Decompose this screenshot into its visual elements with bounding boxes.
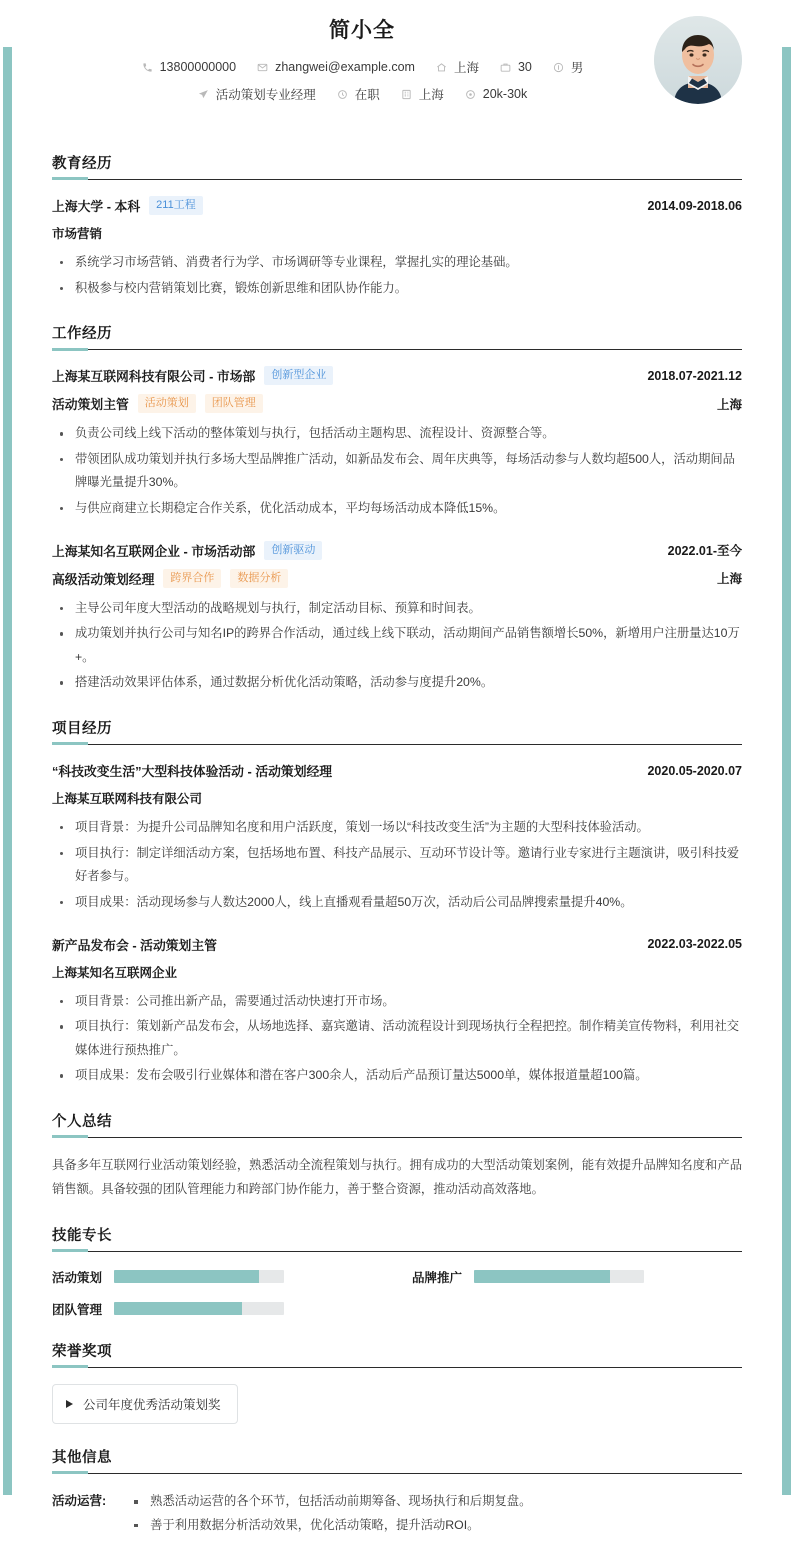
section-title-summary: 个人总结 [52,1113,112,1130]
list-item: 积极参与校内营销策划比赛，锻炼创新思维和团队协作能力。 [56,277,742,301]
project-title: 新产品发布会 - 活动策划主管 [52,937,217,953]
section-title-skills: 技能专长 [52,1227,112,1244]
award-card[interactable] [52,1384,238,1424]
phone-icon [141,61,154,74]
work-bullets [56,422,742,520]
job-status [336,85,380,103]
section-education [52,152,742,300]
work-role-left [52,569,288,588]
section-header-other [52,1446,742,1474]
salary-expectation [464,87,527,101]
list-item: 项目执行：策划新产品发布会，从场地选择、嘉宾邀请、活动流程设计到现场执行全程把控。制作精美宣传物料，利用社交媒体进行预热推广。 [56,1015,742,1062]
job-location [400,85,444,103]
section-title-awards: 荣誉奖项 [52,1343,112,1360]
skill-progress-track [114,1302,284,1315]
work-bullets [56,597,742,695]
building-icon [400,88,413,101]
work-entry-left [52,541,322,560]
work-role-line [52,394,742,413]
work-role-tag: 团队管理 [205,394,263,413]
triangle-marker-icon [66,1400,73,1408]
contact-city-text: 上海 [453,61,479,75]
section-header-project [52,717,742,745]
section-skills [52,1224,742,1318]
section-title-education: 教育经历 [52,156,112,172]
list-item: 主导公司年度大型活动的战略规划与执行，制定活动目标、预算和时间表。 [56,597,742,621]
education-school: 上海大学 - 本科 [52,199,141,214]
bottom-spacer [52,1538,742,1556]
contact-email-text: zhangwei@example.com [275,60,415,74]
section-project [52,717,742,1088]
award-label: 公司年度优秀活动策划奖 [83,1397,221,1412]
work-role-left [52,394,263,413]
contact-age-text: 30 [517,60,532,74]
other-info-label: 活动运营: [52,1493,107,1508]
job-status-text: 在职 [354,88,380,102]
work-company-tag: 创新驱动 [264,541,322,560]
section-header-skills [52,1224,742,1252]
project-entry [52,761,742,914]
skills-grid [52,1268,742,1318]
work-location: 上海 [716,572,742,587]
project-entry-left [52,935,217,954]
work-role: 活动策划主管 [52,397,129,413]
project-title: “科技改变生活”大型科技体验活动 - 活动策划经理 [52,764,333,780]
work-role-tag: 数据分析 [230,569,288,588]
project-bullets [56,816,742,914]
job-location-text: 上海 [418,88,444,102]
list-item: 搭建活动效果评估体系，通过数据分析优化活动策略，活动参与度提升20%。 [56,671,742,695]
work-date: 2022.01-至今 [667,544,742,559]
work-company-tag: 创新型企业 [264,366,333,385]
work-role-tag: 跨界合作 [163,569,221,588]
gender-icon [552,61,565,74]
list-item: 负责公司线上线下活动的整体策划与执行，包括活动主题构思、流程设计、资源整合等。 [56,422,742,446]
summary-text: 具备多年互联网行业活动策划经验，熟悉活动全流程策划与执行。拥有成功的大型活动策划案例，能有效提升品牌知名度和产品销售额。具备较强的团队管理能力和跨部门协作能力，善于整合资源，推动活动高效落地。 [52,1157,742,1196]
avatar [654,16,742,104]
contact-row-secondary [52,85,742,103]
section-title-other: 其他信息 [52,1449,112,1466]
project-date: 2022.03-2022.05 [647,937,742,952]
skill-label: 活动策划 [52,1270,103,1285]
section-header-summary [52,1110,742,1138]
resume-header [52,0,742,130]
work-date: 2018.07-2021.12 [647,368,742,383]
contact-gender [552,58,584,76]
work-company: 上海某知名互联网企业 - 市场活动部 [52,543,256,559]
section-awards [52,1340,742,1424]
education-date: 2014.09-2018.06 [647,198,742,213]
section-title-project: 项目经历 [52,721,112,738]
skill-progress-fill [114,1302,242,1315]
skill-progress-fill [474,1270,610,1283]
list-item: 系统学习市场营销、消费者行为学、市场调研等专业课程，掌握扎实的理论基础。 [56,251,742,275]
education-entry-left [52,196,203,215]
contact-phone [141,60,236,74]
contact-phone-text: 13800000000 [159,60,237,74]
skill-progress-track [474,1270,644,1283]
skill-progress-track [114,1270,284,1283]
project-entry [52,935,742,1088]
skill-item [52,1300,382,1318]
list-item: 项目背景：公司推出新产品，需要通过活动快速打开市场。 [56,990,742,1014]
section-header-education [52,152,742,180]
status-circle-icon [336,88,349,101]
project-entry-left [52,761,332,780]
list-item: 善于利用数据分析活动效果，优化活动策略，提升活动ROI。 [116,1514,742,1538]
project-bullets [56,990,742,1088]
contact-city [435,58,479,76]
job-intent [197,85,316,103]
education-major: 市场营销 [52,227,103,241]
skill-item [52,1268,382,1286]
project-company: 上海某互联网科技有限公司 [52,792,203,807]
list-item: 与供应商建立长期稳定合作关系，优化活动成本，平均每场活动成本降低15%。 [56,497,742,521]
section-work [52,322,742,695]
envelope-icon [256,61,269,74]
contact-email [256,60,415,74]
project-entry-headline [52,935,742,954]
skill-label: 团队管理 [52,1302,103,1317]
other-info-bullets [116,1490,742,1538]
skill-progress-fill [114,1270,259,1283]
list-item: 项目成果：活动现场参与人数达2000人，线上直播观看量超50万次，活动后公司品牌搜索量提升40%。 [56,891,742,915]
briefcase-icon [499,61,512,74]
work-entry [52,541,742,695]
list-item: 成功策划并执行公司与知名IP的跨界合作活动，通过线上线下联动，活动期间产品销售额增长50%，新增用户注册量达10万+。 [56,622,742,669]
job-intent-text: 活动策划专业经理 [215,88,316,102]
education-entry [52,196,742,300]
salary-icon [464,88,477,101]
section-other [52,1446,742,1538]
contact-age [499,60,532,74]
section-header-awards [52,1340,742,1368]
work-entry-headline [52,541,742,560]
home-icon [435,61,448,74]
education-entry-headline [52,196,742,215]
work-role: 高级活动策划经理 [52,571,155,587]
contact-gender-text: 男 [570,61,584,75]
page-title: 简小全 [329,19,395,42]
list-item: 项目成果：发布会吸引行业媒体和潜在客户300余人，活动后产品预订量达5000单，媒体报道量超100篇。 [56,1064,742,1088]
list-item: 熟悉活动运营的各个环节，包括活动前期筹备、现场执行和后期复盘。 [116,1490,742,1514]
work-entry-headline [52,366,742,385]
work-role-line [52,569,742,588]
work-location: 上海 [716,397,742,412]
education-bullets [56,251,742,300]
other-info-row [52,1490,742,1538]
project-company: 上海某知名互联网企业 [52,965,178,980]
list-item: 项目执行：制定详细活动方案，包括场地布置、科技产品展示、互动环节设计等。邀请行业专家进行主题演讲，吸引科技爱好者参与。 [56,842,742,889]
work-entry [52,366,742,520]
salary-expectation-text: 20k-30k [482,87,528,101]
paper-plane-icon [197,88,210,101]
work-role-tag: 活动策划 [138,394,196,413]
skill-item [412,1268,742,1286]
work-entry-left [52,366,333,385]
list-item: 项目背景：为提升公司品牌知名度和用户活跃度，策划一场以“科技改变生活”为主题的大型科技体验活动。 [56,816,742,840]
education-tag: 211工程 [149,196,203,215]
work-company: 上海某互联网科技有限公司 - 市场部 [52,369,256,385]
skill-label: 品牌推广 [412,1270,463,1285]
section-summary [52,1110,742,1202]
list-item: 带领团队成功策划并执行多场大型品牌推广活动，如新品发布会、周年庆典等，每场活动参与人数均超500人，活动期间品牌曝光量提升30%。 [56,448,742,495]
section-title-work: 工作经历 [52,326,112,343]
section-header-work [52,322,742,350]
project-date: 2020.05-2020.07 [647,763,742,778]
project-entry-headline [52,761,742,780]
contact-row-primary [52,58,742,76]
